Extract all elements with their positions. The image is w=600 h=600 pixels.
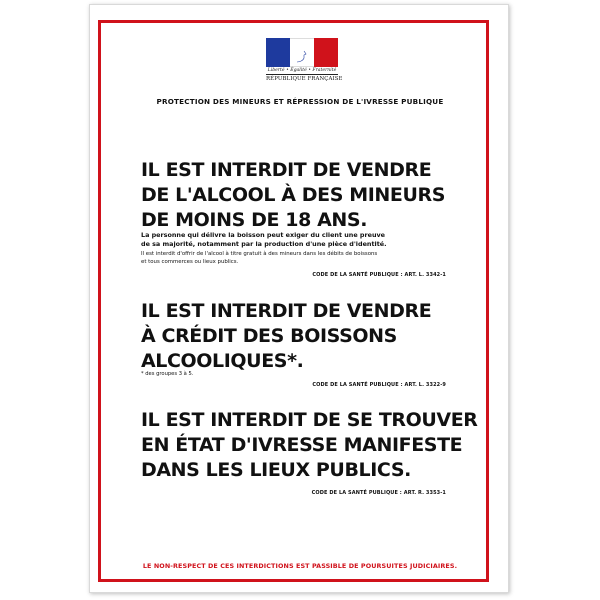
law-reference: CODE DE LA SANTÉ PUBLIQUE : ART. R. 3353-1 <box>311 490 446 496</box>
groups-footnote: * des groupes 3 à 5. <box>141 371 194 377</box>
law-reference: CODE DE LA SANTÉ PUBLIQUE : ART. L. 3342-1 <box>312 272 446 278</box>
heading-line: DE L'ALCOOL À DES MINEURS <box>141 184 446 206</box>
law-reference: CODE DE LA SANTÉ PUBLIQUE : ART. L. 3322-9 <box>312 382 446 388</box>
marianne-profile-icon <box>288 43 310 65</box>
marianne-logo <box>266 38 343 84</box>
proof-of-age-note <box>141 231 471 249</box>
poster <box>89 4 509 593</box>
heading-line: IL EST INTERDIT DE VENDRE <box>141 300 432 322</box>
heading-line: IL EST INTERDIT DE VENDRE <box>141 159 432 181</box>
heading-credit <box>141 299 431 374</box>
logo-republic: RÉPUBLIQUE FRANÇAISE <box>266 74 338 85</box>
note-line: et tous commerces ou lieux publics. <box>141 259 239 265</box>
heading-drunkenness <box>141 408 478 483</box>
heading-line: IL EST INTERDIT DE SE TROUVER <box>141 409 478 431</box>
heading-line: DE MOINS DE 18 ANS. <box>141 209 368 231</box>
heading-line: EN ÉTAT D'IVRESSE MANIFESTE <box>141 434 463 456</box>
heading-line: À CRÉDIT DES BOISSONS <box>141 325 397 347</box>
prosecution-warning: LE NON-RESPECT DE CES INTERDICTIONS EST PASSIBLE DE POURSUITES JUDICIAIRES. <box>142 562 458 570</box>
note-line: Il est interdit d'offrir de l'alcool à titre gratuit à des mineurs dans les débits de boissons <box>141 251 378 257</box>
note-line: La personne qui délivre la boisson peut exiger du client une preuve <box>141 231 386 239</box>
logo-motto: Liberté • Égalité • Fraternité <box>267 68 337 73</box>
note-line: de sa majorité, notamment par la production d'une pièce d'identité. <box>141 240 387 248</box>
poster-subtitle: PROTECTION DES MINEURS ET RÉPRESSION DE L'IVRESSE PUBLIQUE <box>156 97 444 106</box>
free-alcohol-note <box>141 250 461 266</box>
heading-minors <box>141 158 445 233</box>
heading-line: ALCOOLIQUES*. <box>141 350 304 372</box>
heading-line: DANS LES LIEUX PUBLICS. <box>141 459 411 481</box>
